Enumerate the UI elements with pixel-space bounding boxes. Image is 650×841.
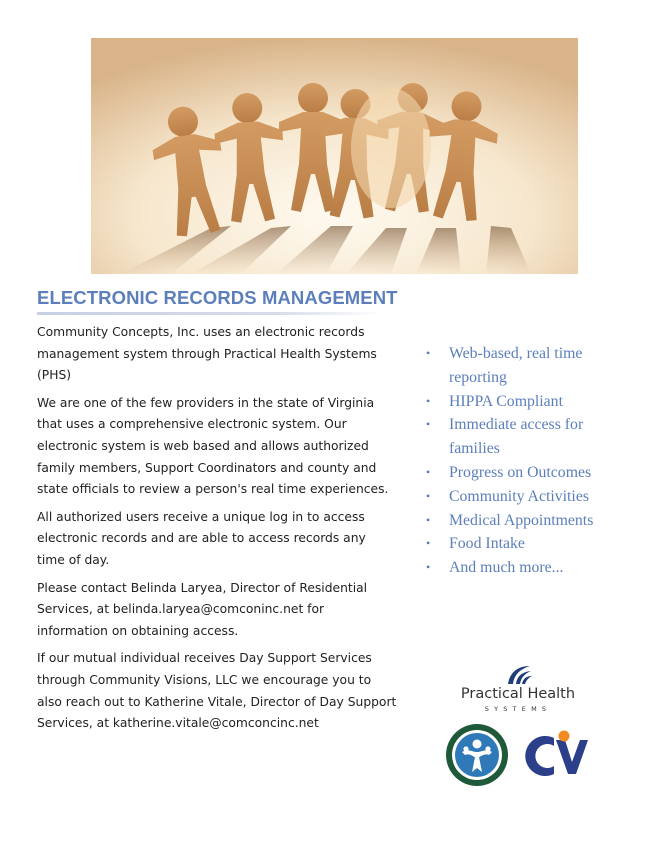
list-item [424,556,624,580]
paragraph-contact-residential: Please contact Belinda Laryea, Director of Residential Services, at belinda.laryea@comconinc.net for information on obtaining access. [37,580,368,638]
phs-name: Practical Health [460,686,576,702]
list-item-label: HIPPA Compliant [449,392,563,410]
list-item [424,532,624,556]
title-underline [37,312,382,315]
list-item-label: Community Activities [449,487,589,505]
list-item-label: Web-based, real time reporting [449,345,583,386]
paragraph-intro: Community Concepts, Inc. uses an electronic records management system through Practical Health Systems (PHS) [37,325,377,383]
list-item [424,509,624,533]
paper-chain-people-illustration [91,38,578,274]
bullet-icon: • [426,536,431,551]
list-item-label: And much more... [449,559,564,577]
list-item [424,413,624,461]
list-item-label: Medical Appointments [449,511,594,529]
bullet-icon: • [426,464,431,479]
list-item-label: Progress on Outcomes [449,463,592,481]
paragraph-access: All authorized users receive a unique log in to access electronic records and are able to access records any time of day. [37,509,366,567]
phs-swoosh-icon [504,664,534,686]
list-item [424,390,624,414]
phs-subtitle: SYSTEMS [484,705,552,713]
bullet-icon: • [426,393,431,408]
bullet-icon: • [426,417,431,432]
list-item [424,461,624,485]
list-item [424,342,624,390]
bullet-icon: • [426,560,431,575]
body-text [37,322,397,741]
bullet-icon: • [426,346,431,360]
list-item-label: Food Intake [449,535,525,553]
bullet-icon: • [426,488,431,503]
hero-image [91,38,578,274]
paragraph-contact-day-support: If our mutual individual receives Day Support Services through Community Visions, LLC we encourage you to also reach out to Katherine Vitale, Director of Day Support Services, at katherine.vitale@comconcinc.net [37,651,397,731]
practical-health-systems-logo [454,664,582,716]
list-item-label: Immediate access for families [449,416,584,458]
community-concepts-logo [444,722,510,788]
community-visions-logo [524,728,590,782]
section-title: ELECTRONIC RECORDS MANAGEMENT [37,287,398,308]
list-item [424,485,624,509]
bullet-icon: • [426,512,431,527]
paragraph-system: We are one of the few providers in the state of Virginia that uses a comprehensive electronic system. Our electronic system is web based and allows authorized family members, Support Coordinators and county and state officials to review a person's real time experiences. [37,395,389,497]
features-list [424,342,624,580]
